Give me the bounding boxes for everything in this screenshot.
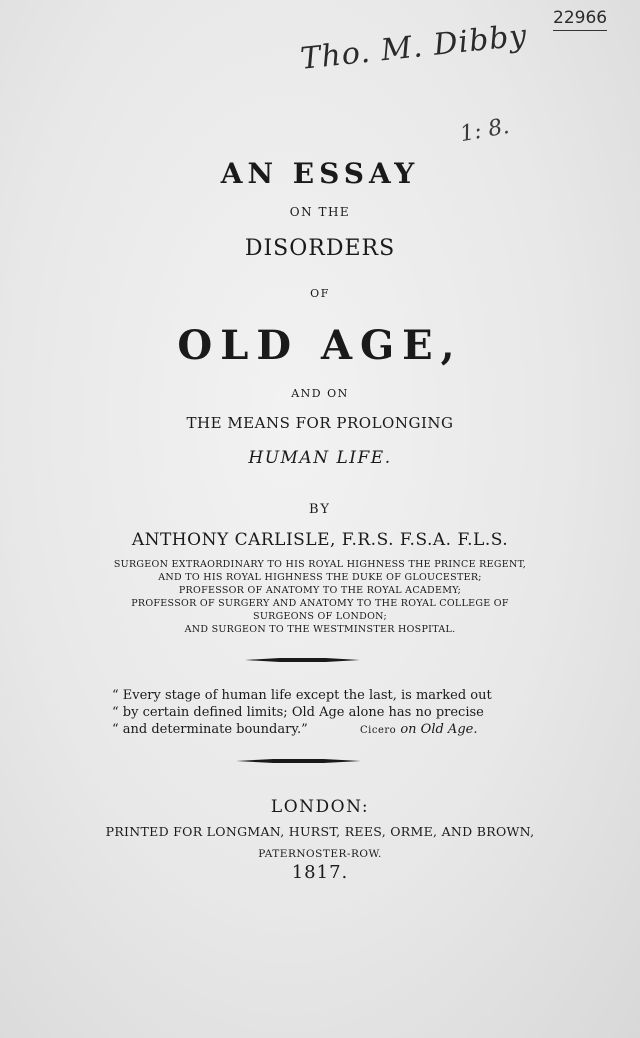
epigraph-line: “ Every stage of human life except the last, is marked out xyxy=(112,688,492,703)
imprint-address: PATERNOSTER-ROW. xyxy=(258,848,382,860)
attribution-on: on xyxy=(400,722,417,737)
author-title-line: AND TO HIS ROYAL HIGHNESS THE DUKE OF GLOUCESTER; xyxy=(158,572,482,583)
epigraph-line: “ and determinate boundary.” xyxy=(112,722,308,737)
imprint-year: 1817. xyxy=(291,862,349,883)
attribution-author: Cicero xyxy=(360,725,397,736)
title-means: THE MEANS FOR PROLONGING xyxy=(186,414,454,432)
byline-by: BY xyxy=(309,502,331,517)
handwritten-note: 1: 8. xyxy=(458,113,512,148)
title-and-on: AND ON xyxy=(291,387,349,400)
title-of: OF xyxy=(310,287,330,300)
author-title-line: PROFESSOR OF SURGERY AND ANATOMY TO THE ROYAL COLLEGE OF xyxy=(131,598,509,609)
author-title-line: SURGEONS OF LONDON; xyxy=(253,611,387,622)
title-disorders: DISORDERS xyxy=(244,236,396,261)
attribution-work: Old Age. xyxy=(420,722,478,737)
author-title-line: SURGEON EXTRAORDINARY TO HIS ROYAL HIGHNESS THE PRINCE REGENT, xyxy=(113,559,527,570)
author-title-line: AND SURGEON TO THE WESTMINSTER HOSPITAL. xyxy=(184,624,456,635)
imprint-city: LONDON: xyxy=(270,797,370,817)
epigraph-line: “ by certain defined limits; Old Age alone has no precise xyxy=(112,705,484,720)
ornamental-rule xyxy=(245,657,360,663)
author-titles xyxy=(0,558,640,636)
handwritten-signature: Tho. M. Dibby xyxy=(298,18,529,77)
author-name: ANTHONY CARLISLE, F.R.S. F.S.A. F.L.S. xyxy=(131,530,509,550)
shelfmark-number: 22966 xyxy=(553,8,607,31)
title-old-age: OLD AGE, xyxy=(177,322,463,369)
title-on-the: ON THE xyxy=(289,205,351,219)
title-human-life: HUMAN LIFE. xyxy=(248,448,392,468)
author-title-line: PROFESSOR OF ANATOMY TO THE ROYAL ACADEMY; xyxy=(178,585,462,596)
ornamental-rule xyxy=(236,758,361,764)
imprint-printer: PRINTED FOR LONGMAN, HURST, REES, ORME, AND BROWN, xyxy=(105,824,535,839)
epigraph-attribution xyxy=(360,721,477,739)
title-an-essay: AN ESSAY xyxy=(220,157,420,190)
